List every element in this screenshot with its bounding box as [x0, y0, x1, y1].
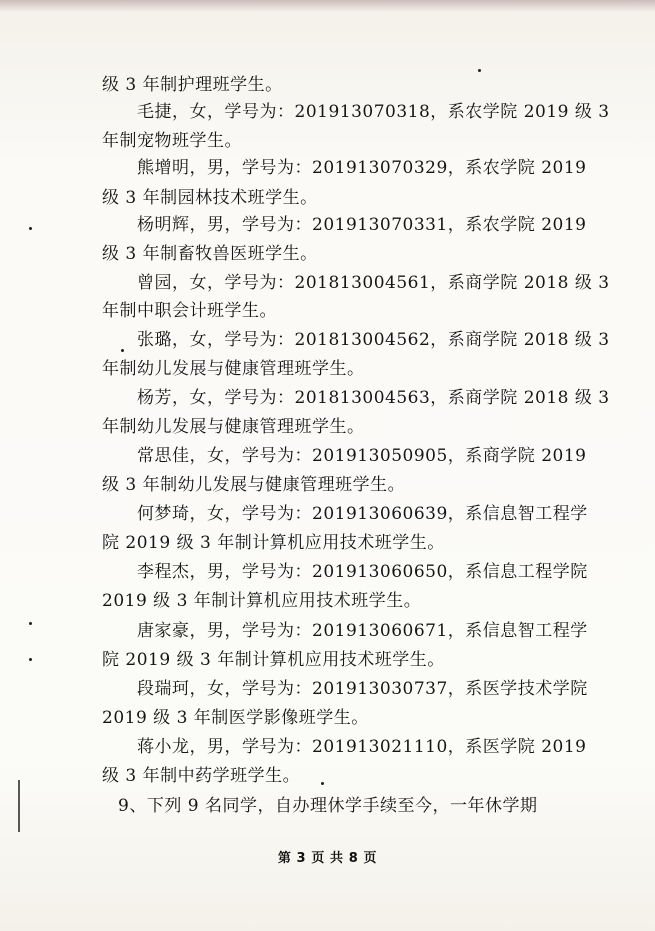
student-entry-line: 杨芳，女，学号为：201813004563，系商学院 2018 级 3	[137, 388, 610, 408]
text-line: 级 3 年制护理班学生。	[102, 75, 283, 95]
student-entry-line: 唐家豪，男，学号为：201913060671，系信息智工程学	[137, 621, 588, 641]
student-entry-line: 段瑞珂，女，学号为：201913030737，系医学技术学院	[137, 679, 588, 699]
section-9-line: 9、下列 9 名同学，自办理休学手续至今，一年休学期	[118, 796, 538, 816]
text-line: 年制中职会计班学生。	[102, 301, 277, 321]
text-line: 级 3 年制中药学班学生。	[102, 766, 301, 786]
left-margin-scan-mark	[18, 780, 20, 832]
student-entry-line: 何梦琦，女，学号为：201913060639，系信息智工程学	[137, 504, 588, 524]
text-line: 2019 级 3 年制医学影像班学生。	[102, 708, 369, 728]
text-line: 2019 级 3 年制计算机应用技术班学生。	[102, 591, 422, 611]
margin-dot-mark	[29, 227, 32, 230]
text-line: 年制幼儿发展与健康管理班学生。	[102, 359, 365, 379]
margin-dot-mark	[29, 658, 32, 661]
text-line: 级 3 年制幼儿发展与健康管理班学生。	[102, 475, 406, 495]
student-entry-line: 李程杰，男，学号为：201913060650，系信息工程学院	[137, 562, 588, 582]
student-entry-line: 曾园，女，学号为：201813004561，系商学院 2018 级 3	[137, 273, 610, 293]
text-line: 院 2019 级 3 年制计算机应用技术班学生。	[102, 533, 445, 553]
student-entry-line: 常思佳，女，学号为：201913050905，系商学院 2019	[137, 446, 587, 466]
top-dot-mark	[478, 69, 481, 72]
page-number-footer: 第 3 页 共 8 页	[277, 851, 378, 866]
student-entry-line: 杨明辉，男，学号为：201913070331，系农学院 2019	[137, 215, 587, 235]
text-line: 级 3 年制畜牧兽医班学生。	[102, 244, 318, 264]
text-line: 年制幼儿发展与健康管理班学生。	[102, 417, 365, 437]
student-entry-line: 熊增明，男，学号为：201913070329，系农学院 2019	[137, 158, 587, 178]
margin-dot-mark	[29, 622, 32, 625]
top-scan-shadow	[0, 0, 655, 12]
student-entry-line: 毛捷，女，学号为：201913070318，系农学院 2019 级 3	[137, 102, 610, 122]
text-line: 级 3 年制园林技术班学生。	[102, 188, 318, 208]
text-dot-mark	[121, 349, 124, 352]
student-entry-line: 张璐，女，学号为：201813004562，系商学院 2018 级 3	[137, 330, 610, 350]
text-line: 年制宠物班学生。	[102, 131, 242, 151]
text-line: 院 2019 级 3 年制计算机应用技术班学生。	[102, 650, 445, 670]
text-dot-mark	[321, 782, 324, 785]
student-entry-line: 蒋小龙，男，学号为：201913021110，系医学院 2019	[137, 737, 587, 757]
